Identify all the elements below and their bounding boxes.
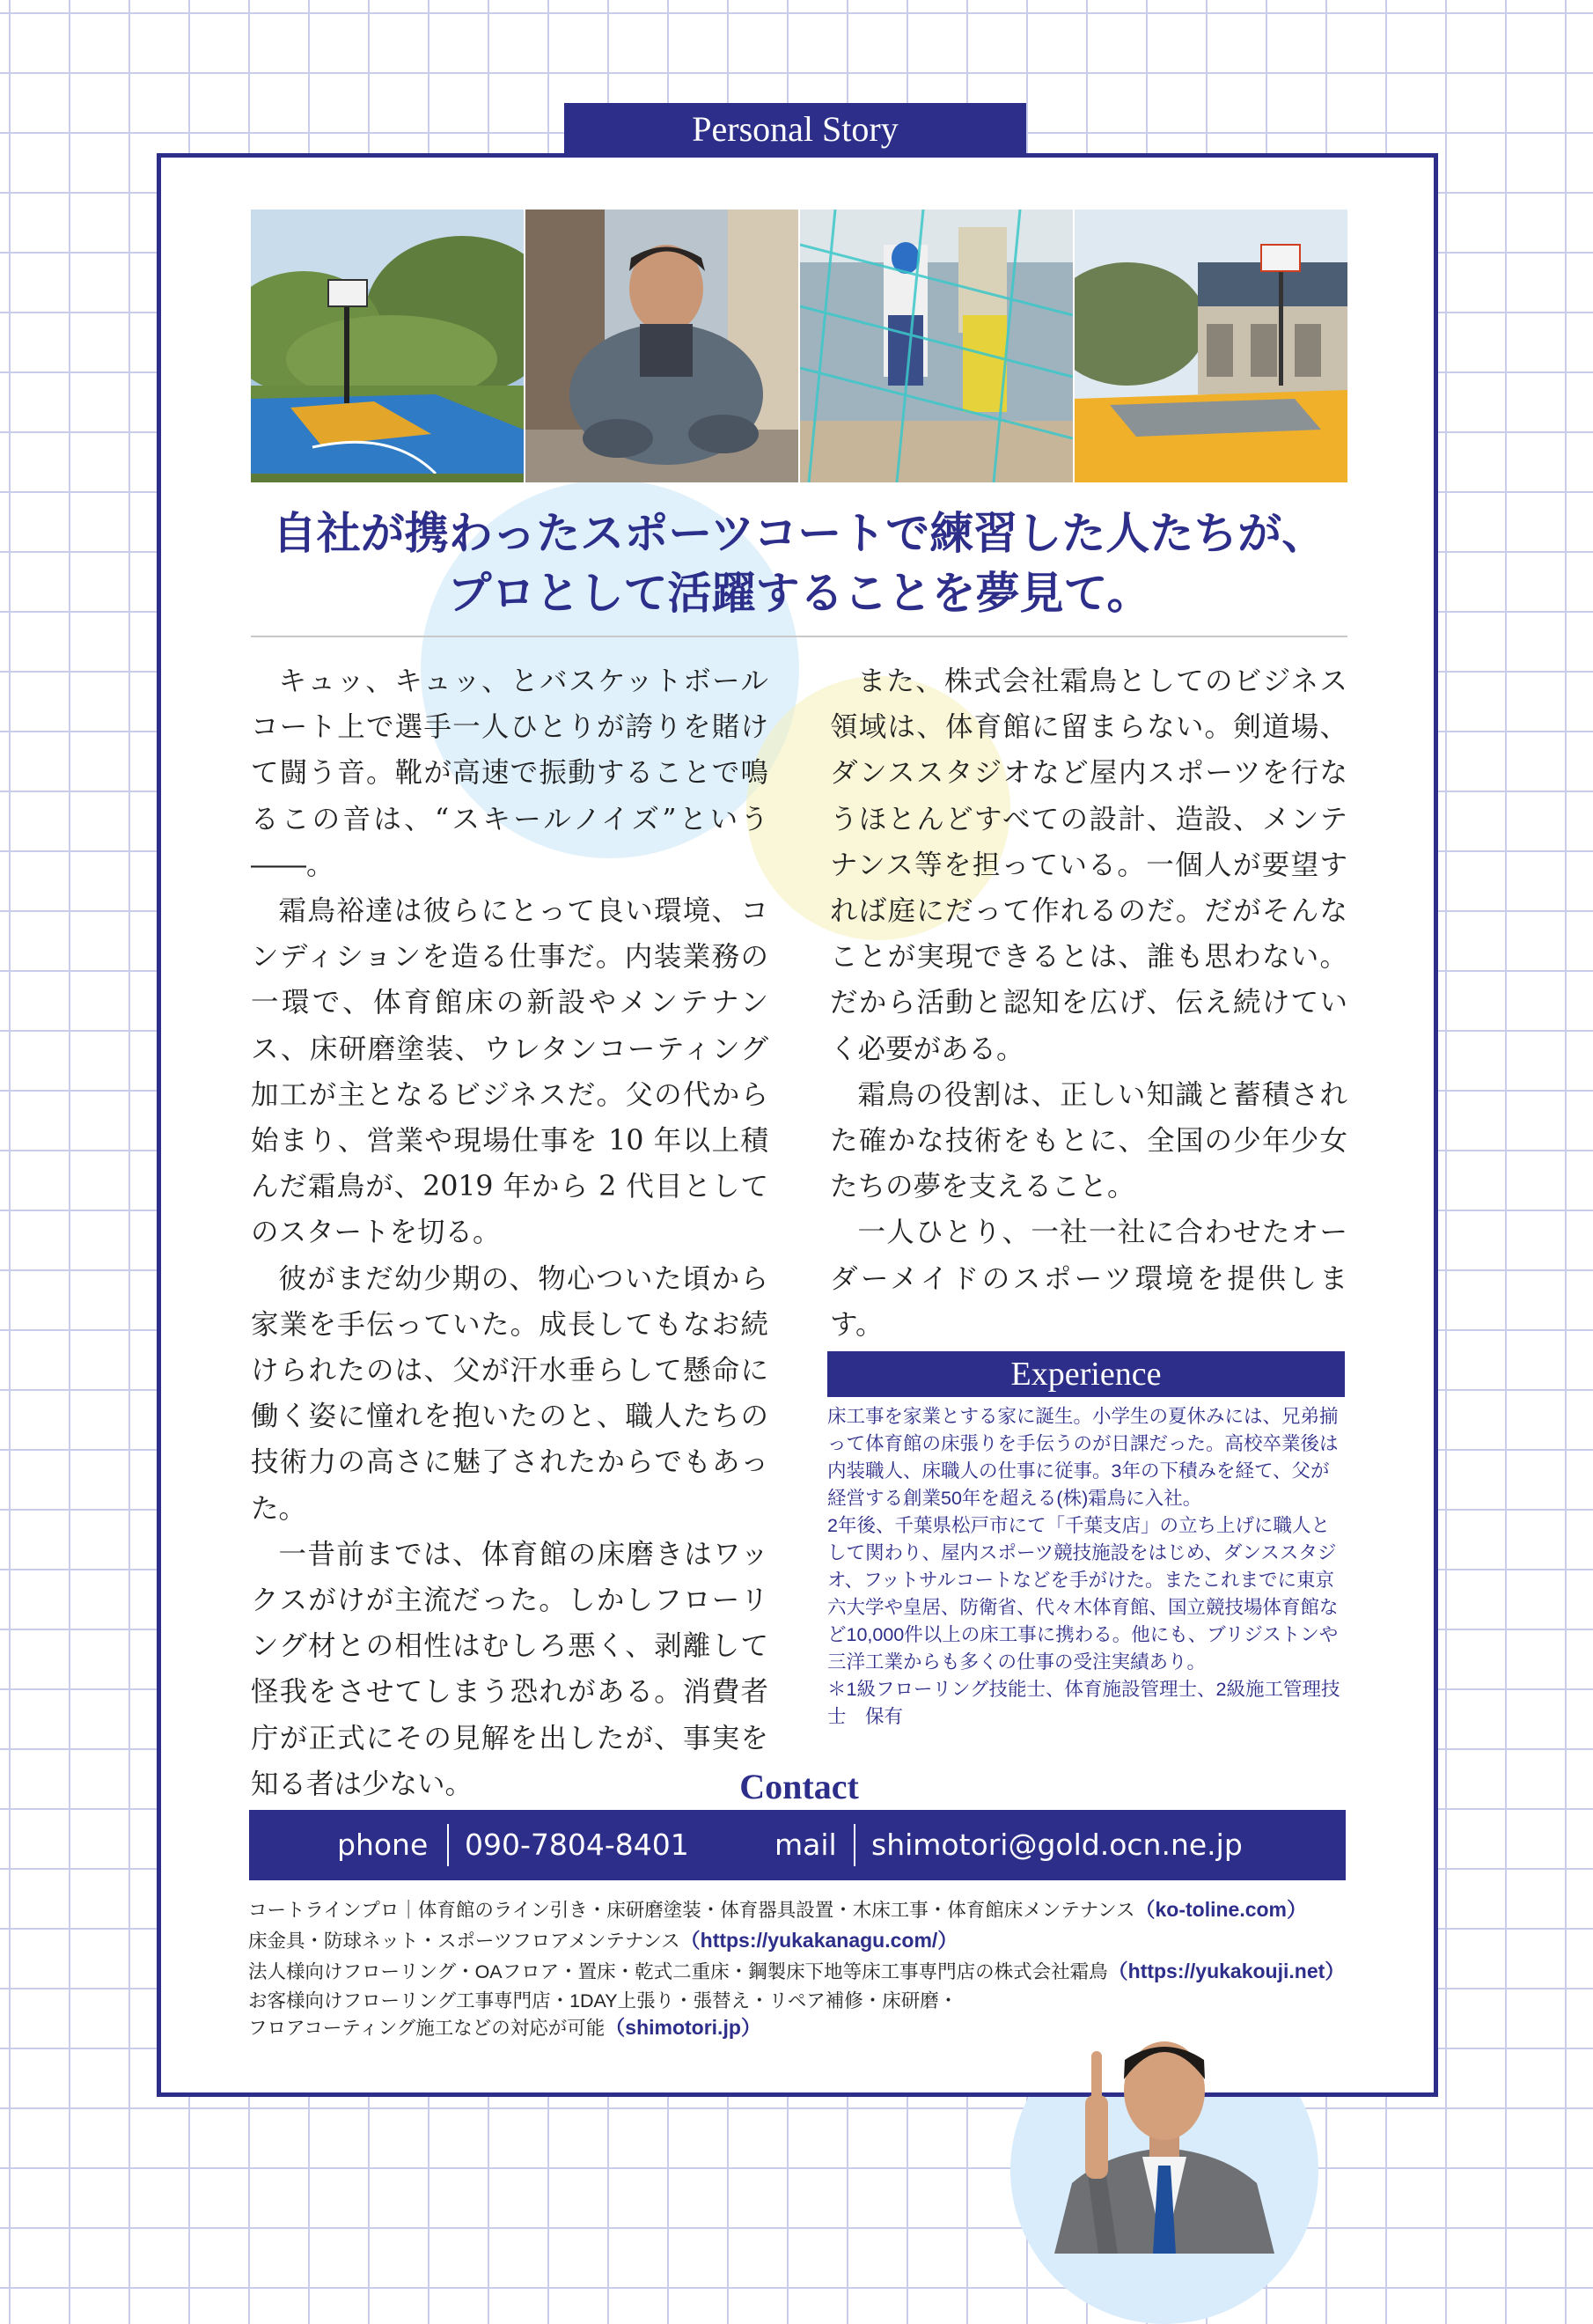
body-paragraph: また、株式会社霜鳥としてのビジネス領域は、体育館に留まらない。剣道場、ダンススタジオなど屋内スポーツを行なうほとんどすべての設計、造設、メンテナンス等を担っている。一個人が要望すれば庭にだって作れるのだ。だがそんなことが実現できるとは、誰も思わない。だから活動と認知を広げ、伝え続けていく必要がある。	[830, 666, 1347, 1065]
experience-paragraph: ＊1級フローリング技能士、体育施設管理士、2級施工管理技士 保有	[827, 1679, 1340, 1727]
headline-divider	[251, 636, 1347, 637]
headline-line-1: 自社が携わったスポーツコートで練習した人たちが、	[272, 507, 1326, 559]
phone-number[interactable]: 090-7804-8401	[465, 1828, 689, 1862]
man-pointing-portrait	[1037, 1998, 1292, 2254]
body-paragraph: 彼がまだ幼少期の、物心ついた頃から家業を手伝っていた。成長してもなお続けられたのは、父が汗水垂らして懸命に働く姿に憧れを抱いたのと、職人たちの技術力の高さに魅了されたからでもあった。	[251, 1262, 768, 1525]
body-paragraph: 一昔前までは、体育館の床磨きはワックスがけが主流だった。しかしフローリング材との相性はむしろ悪く、剥離して怪我をさせてしまう恐れがある。消費者庁が正式にその見解を出したが、事実を知る者は少ない。	[251, 1538, 768, 1800]
experience-heading: Experience	[827, 1351, 1345, 1397]
body-paragraph: キュッ、キュッ、とバスケットボールコート上で選手一人ひとりが誇りを賭けて闘う音。靴が高速で振動することで鳴るこの音は、“スキールノイズ”という――。	[251, 666, 768, 881]
service-link-row: お客様向けフローリング工事専門店・1DAY上張り・張替え・リペア補修・床研磨・	[248, 1990, 958, 2011]
man-crouching-photo	[525, 210, 798, 482]
phone-divider	[447, 1824, 449, 1866]
body-left-column	[251, 658, 768, 1807]
contact-title: Contact	[739, 1767, 859, 1806]
mail-label: mail	[774, 1828, 837, 1862]
service-link-row: 床金具・防球ネット・スポーツフロアメンテナンス（https://yukakanagu.com/）	[248, 1929, 958, 1952]
body-paragraph: 霜鳥の役割は、正しい知識と蓄積された確かな技術をもとに、全国の少年少女たちの夢を支えること。	[830, 1078, 1347, 1203]
service-link-row: フロアコーティング施工などの対応が可能（shimotori.jp）	[248, 2016, 761, 2039]
body-right-column	[830, 658, 1347, 1348]
body-paragraph: 一人ひとり、一社一社に合わせたオーダーメイドのスポーツ環境を提供します。	[830, 1217, 1347, 1341]
contact-bar	[249, 1810, 1346, 1880]
mail-divider	[854, 1824, 855, 1866]
headline	[251, 504, 1347, 623]
experience-paragraph: 床工事を家業とする家に誕生。小学生の夏休みには、兄弟揃って体育館の床張りを手伝うのが日課だった。高校卒業後は内装職人、床職人の仕事に従事。3年の下積みを経て、父が経営する創業50年を超える(株)霜鳥に入社。	[827, 1406, 1339, 1509]
section-tab: Personal Story	[564, 103, 1026, 156]
service-link-url[interactable]: （shimotori.jp）	[605, 2016, 761, 2039]
service-link-url[interactable]: （https://yukakanagu.com/）	[679, 1929, 958, 1952]
body-paragraph: 霜鳥裕達は彼らにとって良い環境、コンディションを造る仕事だ。内装業務の一環で、体育館床の新設やメンテナンス、床研磨塗装、ウレタンコーティング加工が主となるビジネスだ。父の代から始まり、営業や現場仕事を 10 年以上積んだ霜鳥が、2019 年から 2 代目としてのスタートを切る。	[251, 895, 768, 1249]
headline-line-2: プロとして活躍することを夢見て。	[447, 567, 1151, 619]
service-link-url[interactable]: （ko-toline.com）	[1134, 1898, 1308, 1921]
service-link-row: コートラインプロ｜体育館のライン引き・床研磨塗装・体育器具設置・木床工事・体育館床メンテナンス（ko-toline.com）	[248, 1898, 1308, 1921]
workers-net-photo	[800, 210, 1073, 482]
experience-body	[827, 1403, 1345, 1731]
basketball-court-photo	[251, 210, 524, 482]
phone-label: phone	[337, 1828, 429, 1862]
outdoor-court-photo	[1075, 210, 1347, 482]
service-link-row: 法人様向けフローリング・OAフロア・置床・乾式二重床・鋼製床下地等床工事専門店の株式会社霜鳥（https://yukakouji.net）	[248, 1960, 1346, 1982]
mail-address[interactable]: shimotori@gold.ocn.ne.jp	[871, 1828, 1243, 1862]
experience-paragraph: 2年後、千葉県松戸市にて「千葉支店」の立ち上げに職人として関わり、屋内スポーツ競技施設をはじめ、ダンススタジオ、フットサルコートなどを手がけた。またこれまでに東京六大学や皇居、防衛省、代々木体育館、国立競技場体育館など10,000件以上の床工事に携わる。他にも、ブリジストンや三洋工業からも多くの仕事の受注実績あり。	[827, 1515, 1339, 1673]
service-link-url[interactable]: （https://yukakouji.net）	[1107, 1960, 1346, 1982]
